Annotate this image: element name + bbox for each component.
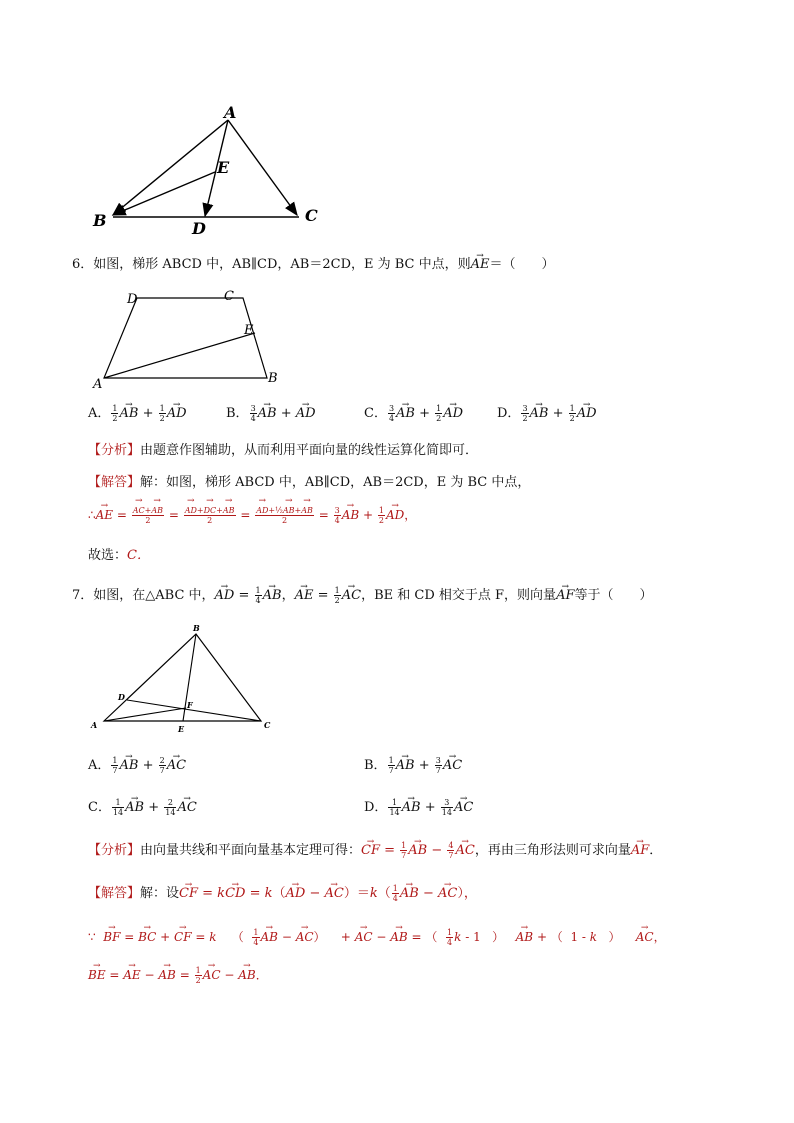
option-c-7: C． $\frac{1}{14}$ → AB + $\frac{2}{14}$ → AC [88,798,197,817]
label-B: B [193,623,200,633]
label-D: D [118,692,125,702]
answer-7: 【解答】解：设→ CF = k→ CD = k（→ AD − → AC）＝k（ $\frac{1}{4}$ → AB − → AC）， [88,884,477,903]
option-d-7: D． $\frac{1}{14}$ → AB + $\frac{3}{14}$ → AC [364,798,473,817]
option-c: C． $\frac{3}{4}$ → AB + $\frac{1}{2}$ → AD [364,404,463,423]
triangle-figure-q7 [88,618,278,738]
trapezoid-figure-q6 [90,285,290,390]
step-be: → BE = → AE − → AB = $\frac{1}{2}$ → AC − → AB． [88,966,268,985]
option-b-7: B． $\frac{1}{7}$ → AB + $\frac{3}{7}$ → AC [364,756,462,775]
choice-6: 故选：C． [88,548,150,563]
label-B: B [93,211,107,230]
label-E: E [244,323,254,338]
question-6-stem: 6．如图，梯形 ABCD 中，AB∥CD，AB＝2CD，E 为 BC 中点，则→ AE＝（ ） [72,256,555,274]
label-E: E [217,158,230,177]
label-A: A [224,103,237,122]
label-A: A [93,377,103,390]
label-A: A [91,720,98,730]
label-C: C [305,206,318,225]
label-C: C [224,289,234,304]
label-F: F [187,700,193,710]
answer-6: 【解答】解：如图，梯形 ABCD 中，AB∥CD，AB＝2CD，E 为 BC 中点， [88,475,531,490]
label-D: D [127,292,138,307]
question-7-stem: 7．如图，在△ABC 中，→ AD = $\frac{1}{4}$ → AB，→ AE = $\frac{1}{2}$ → AC，BE 和 CD 相交于点 F，则向量→ AF等于（ ） [72,586,653,605]
label-B: B [268,371,278,386]
triangle-figure-q5 [85,100,335,240]
label-C: C [264,720,271,730]
label-E: E [178,724,185,734]
step-bf: ∵ → BF = → BC + → CF = k （ $\frac{1}{4}$ → AB − → AC） + → AC − → AB = （ $\frac{1}{4}$ k - 1 ） → AB + （ 1 - k ） → AC， [88,928,666,947]
option-a-7: A． $\frac{1}{7}$ → AB + $\frac{2}{7}$ → AC [88,756,186,775]
analysis-6: 【分析】由题意作图辅助，从而利用平面向量的线性运算化简即可． [88,443,479,458]
option-b: B． $\frac{3}{4}$ → AB + → AD [226,404,316,423]
label-D: D [192,219,206,238]
analysis-7: 【分析】由向量共线和平面向量基本定理可得：→ CF = $\frac{1}{7}$ → AB − $\frac{4}{7}$ → AC，再由三角形法则可求向量→ AF． [88,841,662,860]
option-a: A． $\frac{1}{2}$ → AB + $\frac{1}{2}$ → AD [88,404,187,423]
solution-6: ∴→ AE = → $\frac{AC+\to AB}{2}$ = → $\frac{AD+\to DC+\to AB}{2}$ = → $\frac{\text{AD+½→ AB+→ AB}}{2}$ = $\frac{3}{4}$ → AB + $\frac{1}{2}$ → AD， [88,506,416,525]
option-d: D． $\frac{3}{2}$ → AB + $\frac{1}{2}$ → AD [497,404,597,423]
